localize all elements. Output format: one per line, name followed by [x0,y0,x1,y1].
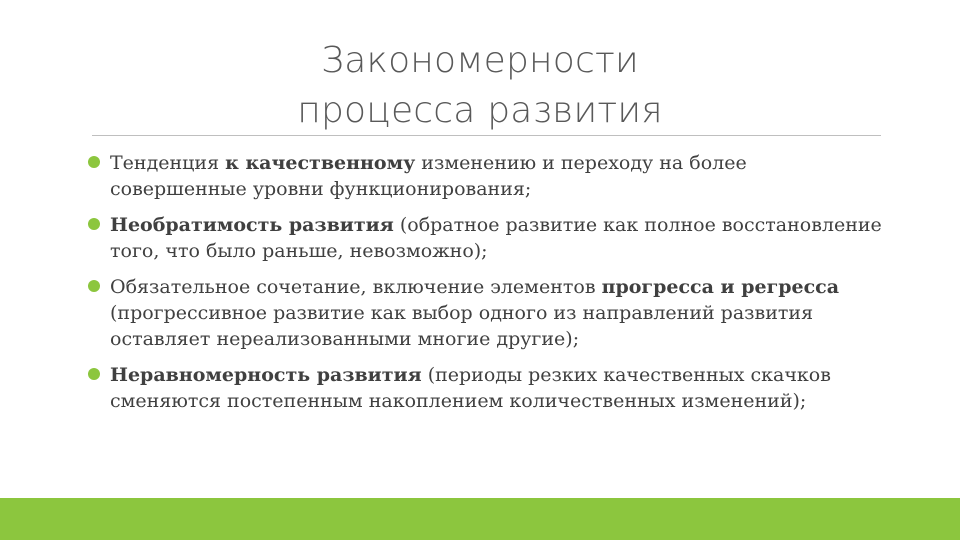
slide-title-line-1: Закономерности [321,40,639,81]
bullet-text: изменению и переходу на более совершенные уровни функционирования; [110,152,747,200]
bullet-list [86,150,886,424]
bullet-dot-icon [88,280,100,292]
bullet-text: (периоды резких качественных скачков сменяются постепенным накоплением количественных изменений); [110,364,831,412]
bullet-text-bold: к качественному [225,152,416,174]
footer-accent-bar [0,498,960,540]
bullet-text-bold: Необратимость развития [110,214,394,236]
slide-title-line-2: процесса развития [297,90,663,131]
bullet-text: (прогрессивное развитие как выбор одного из направлений развития оставляет нереализованными многие другие); [110,302,814,350]
bullet-dot-icon [88,218,100,230]
bullet-dot-icon [88,156,100,168]
bullet-item [86,274,886,352]
bullet-text-bold: прогресса и регресса [601,276,840,298]
bullet-dot-icon [88,368,100,380]
bullet-text: Тенденция [110,152,226,174]
bullet-text-bold: Неравномерность развития [110,364,422,386]
bullet-item [86,212,886,264]
title-divider [92,135,881,136]
bullet-text: Обязательное сочетание, включение элементов [110,276,602,298]
bullet-text: (обратное развитие как полное восстановление того, что было раньше, невозможно); [110,214,882,262]
bullet-item [86,150,886,202]
bullet-item [86,362,886,414]
slide-title [270,36,690,136]
